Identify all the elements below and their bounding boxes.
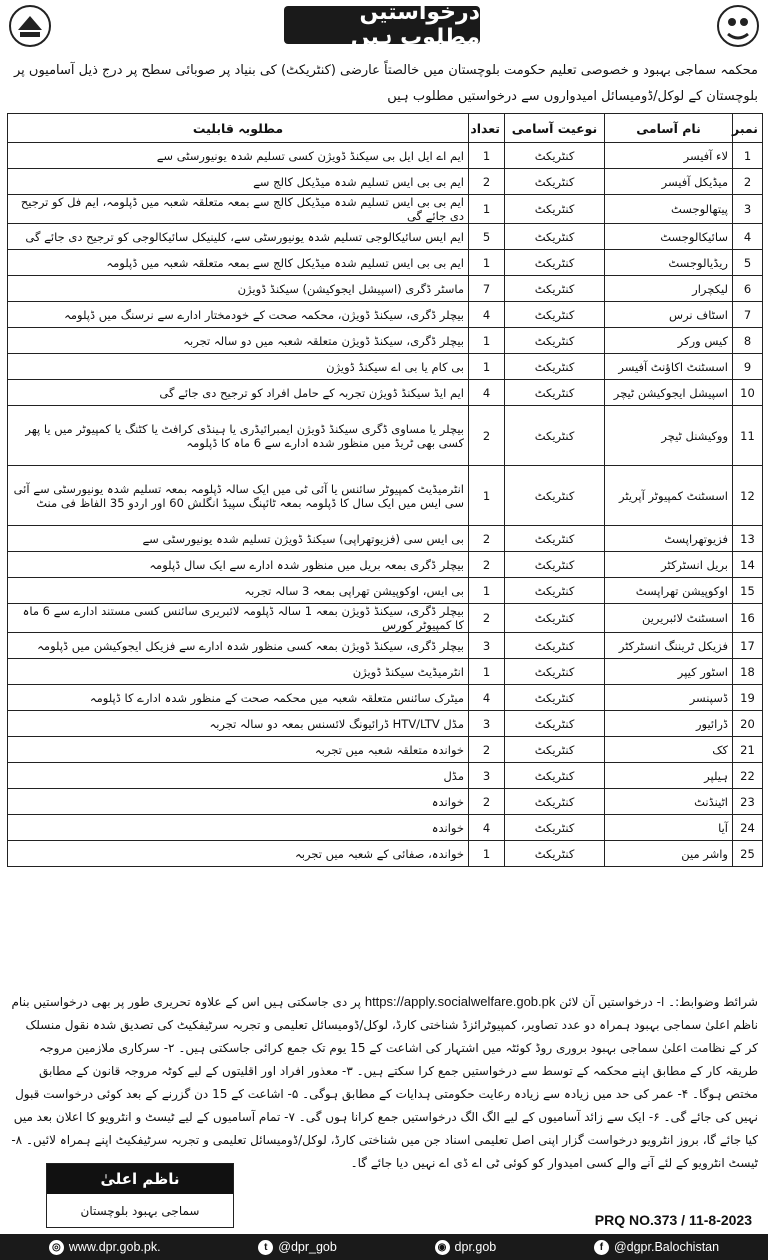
table-row <box>8 143 763 169</box>
footer-facebook[interactable] <box>594 1240 719 1255</box>
row-number: 22 <box>733 763 763 789</box>
row-post-name: آیا <box>605 815 733 841</box>
row-post-name: ہیلپر <box>605 763 733 789</box>
row-post-type: کنٹریکٹ <box>505 169 605 195</box>
row-post-type: کنٹریکٹ <box>505 380 605 406</box>
row-count: 3 <box>469 633 505 659</box>
header-no: نمبر <box>733 114 763 143</box>
table-row <box>8 195 763 224</box>
row-number: 19 <box>733 685 763 711</box>
signature-title: ناظم اعلیٰ <box>47 1164 233 1194</box>
row-post-name: کیس ورکر <box>605 328 733 354</box>
table-row <box>8 763 763 789</box>
row-post-type: کنٹریکٹ <box>505 526 605 552</box>
balochistan-emblem-icon <box>716 4 760 48</box>
row-qualification: بیچلر ڈگری، سیکنڈ ڈویژن، محکمہ صحت کے خودمختار ادارے سے نرسنگ میں ڈپلومہ <box>8 302 469 328</box>
row-number: 1 <box>733 143 763 169</box>
row-qualification: بی ایس، اوکوپیشن تھراپی بمعہ 3 سالہ تجربہ <box>8 578 469 604</box>
row-post-type: کنٹریکٹ <box>505 143 605 169</box>
jobs-table <box>7 113 763 867</box>
row-post-type: کنٹریکٹ <box>505 250 605 276</box>
row-post-type: کنٹریکٹ <box>505 685 605 711</box>
row-qualification: ایم اے ایل ایل بی سیکنڈ ڈویژن کسی تسلیم شدہ یونیورسٹی سے <box>8 143 469 169</box>
terms-part-2: پر دی جاسکتی ہیں اس کے علاوہ تحریری طور پر بھی درخواستیں بنام ناظم اعلیٰ سماجی بہبود ہمراہ دو عدد تصاویر، کمپیوٹرائزڈ شناختی کارڈ، لوکل/ڈومیسائل تعلیمی و تجربہ سرٹیفکیٹ کی تصدیق شدہ نقول منسلک کر کے نظامت اعلیٰ سماجی بہبود بروری روڈ کوئٹہ میں اشتہار کی اشاعت کے 15 یوم تک جمع کرائی جاسکتی ہیں۔ ۲- سرکاری ملازمین مروجہ طریقہ کار کے مطابق اپنے محکمہ کے توسط سے درخواستیں جمع کرا سکتے ہیں۔ ۳- معذور افراد اور اقلیتوں کے لیے کوٹہ مروجہ قانون کے مطابق مختص ہوگا۔ ۴- عمر کی حد میں زیادہ سے زیادہ رعایت حکومتی ہدایات کے مطابق ہوگی۔ ۵- اشاعت کے 15 دن گزرنے کے بعد کوئی درخواست قبول نہیں کی جائے گی۔ ۶- ایک سے زائد آسامیوں کے لیے الگ الگ درخواستیں جمع کرانا ہوں گی۔ ۷- تمام آسامیوں کے لیے ٹیسٹ و انٹرویو کا اعلان بعد میں کیا جائے گا، بروز انٹرویو درخواست گزار اپنی اصل تعلیمی اسناد جن میں شناختی کارڈ، لوکل/ڈومیسائل تعلیمی و تجربہ سرٹیفکیٹ اپنے ہمراہ لائیں۔ ۸- ٹیسٹ انٹرویو کے لئے آنے والے کسی امیدوار کو کوئی ٹی اے ڈی اے نہیں دیا جائے گا۔ <box>11 995 758 1170</box>
globe-icon: ◎ <box>49 1240 64 1255</box>
terms-part-1: شرائط وضوابط:۔ ا- درخواستیں آن لائن <box>559 995 758 1009</box>
row-number: 23 <box>733 789 763 815</box>
row-post-type: کنٹریکٹ <box>505 354 605 380</box>
row-number: 24 <box>733 815 763 841</box>
row-post-name: اسسٹنٹ اکاؤنٹ آفیسر <box>605 354 733 380</box>
row-qualification: بیچلر ڈگری، سیکنڈ ڈویژن متعلقہ شعبہ میں دو سالہ تجربہ <box>8 328 469 354</box>
row-post-type: کنٹریکٹ <box>505 737 605 763</box>
row-post-type: کنٹریکٹ <box>505 711 605 737</box>
header <box>0 0 768 52</box>
row-post-name: اوکوپیشن تھراپسٹ <box>605 578 733 604</box>
row-number: 12 <box>733 466 763 526</box>
row-number: 17 <box>733 633 763 659</box>
row-post-name: میڈیکل آفیسر <box>605 169 733 195</box>
row-qualification: بیچلر ڈگری، سیکنڈ ڈویژن بمعہ کسی منظور شدہ ادارے سے فزیکل ایجوکیشن میں ڈپلومہ <box>8 633 469 659</box>
row-qualification: خواندہ متعلقہ شعبہ میں تجربہ <box>8 737 469 763</box>
footer-facebook-text: @dgpr.Balochistan <box>613 1240 720 1254</box>
row-number: 3 <box>733 195 763 224</box>
row-count: 1 <box>469 466 505 526</box>
row-number: 9 <box>733 354 763 380</box>
table-row <box>8 841 763 867</box>
apply-url-link[interactable]: https://apply.socialwelfare.gob.pk <box>364 994 556 1009</box>
table-row <box>8 276 763 302</box>
footer-website-text: www.dpr.gob.pk. <box>68 1240 161 1254</box>
row-count: 4 <box>469 685 505 711</box>
row-post-type: کنٹریکٹ <box>505 578 605 604</box>
row-qualification: ایم بی بی ایس تسلیم شدہ میڈیکل کالج سے <box>8 169 469 195</box>
government-logo-icon <box>8 4 52 48</box>
row-count: 1 <box>469 841 505 867</box>
header-count: تعداد <box>469 114 505 143</box>
table-row <box>8 552 763 578</box>
row-post-type: کنٹریکٹ <box>505 552 605 578</box>
row-count: 1 <box>469 250 505 276</box>
row-qualification: انٹرمیڈیٹ سیکنڈ ڈویژن <box>8 659 469 685</box>
row-post-name: اٹینڈنٹ <box>605 789 733 815</box>
table-row <box>8 169 763 195</box>
row-count: 2 <box>469 169 505 195</box>
row-qualification: مڈل <box>8 763 469 789</box>
table-row <box>8 633 763 659</box>
row-count: 1 <box>469 328 505 354</box>
row-qualification: بیچلر ڈگری بمعہ بریل میں منظور شدہ ادارے سے ایک سال ڈپلومہ <box>8 552 469 578</box>
row-count: 2 <box>469 737 505 763</box>
row-post-name: اسٹاف نرس <box>605 302 733 328</box>
row-qualification: ایم ایڈ سیکنڈ ڈویژن تجربہ کے حامل افراد کو ترجیح دی جائے گی <box>8 380 469 406</box>
row-count: 1 <box>469 354 505 380</box>
row-post-name: ڈسپنسر <box>605 685 733 711</box>
footer-instagram-text: dpr.gob <box>454 1240 497 1254</box>
row-post-name: واشر مین <box>605 841 733 867</box>
row-post-name: لیکچرار <box>605 276 733 302</box>
row-number: 15 <box>733 578 763 604</box>
row-count: 1 <box>469 143 505 169</box>
row-number: 6 <box>733 276 763 302</box>
row-post-name: بریل انسٹرکٹر <box>605 552 733 578</box>
row-number: 7 <box>733 302 763 328</box>
row-qualification: انٹرمیڈیٹ کمپیوٹر سائنس یا آئی ٹی میں ایک سالہ ڈپلومہ بمعہ تسلیم شدہ یونیورسٹی سے آئی سی ایس میں ایک سال کا ڈپلومہ بمعہ ٹائپنگ سپیڈ انگلش 60 اور اردو 35 الفاظ فی منٹ <box>8 466 469 526</box>
row-qualification: خواندہ <box>8 815 469 841</box>
row-count: 2 <box>469 604 505 633</box>
instagram-icon: ◉ <box>435 1240 450 1255</box>
row-count: 2 <box>469 406 505 466</box>
row-qualification: مڈل HTV/LTV ڈرائیونگ لائسنس بمعہ دو سالہ تجربہ <box>8 711 469 737</box>
table-row <box>8 466 763 526</box>
row-count: 4 <box>469 302 505 328</box>
row-count: 1 <box>469 195 505 224</box>
row-post-type: کنٹریکٹ <box>505 224 605 250</box>
row-count: 2 <box>469 552 505 578</box>
table-row <box>8 224 763 250</box>
row-post-name: اسسٹنٹ لائبریرین <box>605 604 733 633</box>
row-qualification: بی ایس سی (فزیوتھراپی) سیکنڈ ڈویژن تسلیم شدہ یونیورسٹی سے <box>8 526 469 552</box>
row-post-type: کنٹریکٹ <box>505 659 605 685</box>
footer-twitter[interactable] <box>258 1240 337 1255</box>
row-qualification: ایم بی بی ایس تسلیم شدہ میڈیکل کالج سے بمعہ متعلقہ شعبہ میں ڈپلومہ، ایم فل کو ترجیح دی جائے گی <box>8 195 469 224</box>
row-number: 4 <box>733 224 763 250</box>
row-post-name: ووکیشنل ٹیچر <box>605 406 733 466</box>
row-post-type: کنٹریکٹ <box>505 815 605 841</box>
row-number: 13 <box>733 526 763 552</box>
row-post-name: کک <box>605 737 733 763</box>
row-number: 10 <box>733 380 763 406</box>
page-title: درخواستیں مطلوب ہیں <box>284 6 480 44</box>
row-post-type: کنٹریکٹ <box>505 789 605 815</box>
footer-website[interactable] <box>49 1240 161 1255</box>
row-number: 2 <box>733 169 763 195</box>
row-qualification: بی کام یا بی اے سیکنڈ ڈویژن <box>8 354 469 380</box>
table-row <box>8 578 763 604</box>
header-post: نام آسامی <box>605 114 733 143</box>
row-post-type: کنٹریکٹ <box>505 328 605 354</box>
row-post-name: پیتھالوجسٹ <box>605 195 733 224</box>
row-number: 14 <box>733 552 763 578</box>
row-number: 11 <box>733 406 763 466</box>
table-row <box>8 354 763 380</box>
row-qualification: میٹرک سائنس متعلقہ شعبہ میں محکمہ صحت کے منظور شدہ ادارے کا ڈپلومہ <box>8 685 469 711</box>
row-number: 5 <box>733 250 763 276</box>
row-qualification: ایم بی بی ایس تسلیم شدہ میڈیکل کالج سے بمعہ متعلقہ شعبہ میں ڈپلومہ <box>8 250 469 276</box>
row-number: 25 <box>733 841 763 867</box>
row-count: 1 <box>469 659 505 685</box>
row-qualification: ایم ایس سائیکالوجی تسلیم شدہ یونیورسٹی سے، کلینیکل سائیکالوجی کو ترجیح دی جائے گی <box>8 224 469 250</box>
row-post-type: کنٹریکٹ <box>505 406 605 466</box>
row-qualification: خواندہ، صفائی کے شعبہ میں تجربہ <box>8 841 469 867</box>
header-type: نوعیت آسامی <box>505 114 605 143</box>
signature-block <box>46 1163 234 1228</box>
table-row <box>8 815 763 841</box>
row-number: 18 <box>733 659 763 685</box>
row-qualification: ماسٹر ڈگری (اسپیشل ایجوکیشن) سیکنڈ ڈویژن <box>8 276 469 302</box>
table-row <box>8 604 763 633</box>
row-count: 1 <box>469 578 505 604</box>
row-post-type: کنٹریکٹ <box>505 302 605 328</box>
table-row <box>8 406 763 466</box>
row-post-type: کنٹریکٹ <box>505 276 605 302</box>
row-count: 4 <box>469 380 505 406</box>
footer-instagram[interactable] <box>435 1240 497 1255</box>
table-row <box>8 711 763 737</box>
row-post-type: کنٹریکٹ <box>505 841 605 867</box>
row-post-name: اسٹور کیپر <box>605 659 733 685</box>
row-qualification: بیچلر ڈگری، سیکنڈ ڈویژن بمعہ 1 سالہ ڈپلومہ لائبریری سائنس کسی مستند ادارے سے 6 ماہ کا کمپیوٹر کورس <box>8 604 469 633</box>
row-number: 20 <box>733 711 763 737</box>
table-row <box>8 302 763 328</box>
row-post-type: کنٹریکٹ <box>505 633 605 659</box>
row-number: 8 <box>733 328 763 354</box>
table-row <box>8 250 763 276</box>
row-qualification: بیچلر یا مساوی ڈگری سیکنڈ ڈویژن ایمبرائیڈری یا ہینڈی کرافٹ یا کٹنگ یا کمپیوٹر میں یا پھر کسی بھی ٹریڈ میں منظور شدہ ادارے سے 6 ماہ کا ڈپلومہ <box>8 406 469 466</box>
prq-number: PRQ NO.373 / 11-8-2023 <box>594 1212 752 1228</box>
row-post-name: ریڈیالوجسٹ <box>605 250 733 276</box>
table-row <box>8 685 763 711</box>
row-count: 2 <box>469 526 505 552</box>
table-row <box>8 659 763 685</box>
row-number: 21 <box>733 737 763 763</box>
facebook-icon: f <box>594 1240 609 1255</box>
row-post-type: کنٹریکٹ <box>505 763 605 789</box>
table-row <box>8 328 763 354</box>
table-row <box>8 737 763 763</box>
row-post-name: اسسٹنٹ کمپیوٹر آپریٹر <box>605 466 733 526</box>
terms-and-conditions <box>10 990 758 1170</box>
table-row <box>8 380 763 406</box>
row-post-type: کنٹریکٹ <box>505 466 605 526</box>
row-post-name: ڈرائیور <box>605 711 733 737</box>
row-count: 3 <box>469 763 505 789</box>
row-count: 5 <box>469 224 505 250</box>
row-post-name: سائیکالوجسٹ <box>605 224 733 250</box>
row-post-name: لاء آفیسر <box>605 143 733 169</box>
footer-twitter-text: @dpr_gob <box>278 1240 337 1254</box>
table-row <box>8 789 763 815</box>
row-post-type: کنٹریکٹ <box>505 195 605 224</box>
row-count: 7 <box>469 276 505 302</box>
table-header-row <box>8 114 763 143</box>
row-post-type: کنٹریکٹ <box>505 604 605 633</box>
twitter-icon: t <box>258 1240 273 1255</box>
intro-text: محکمہ سماجی بہبود و خصوصی تعلیم حکومت بلوچستان میں خالصتاً عارضی (کنٹریکٹ) کی بنیاد پر صوبائی سطح پر درج ذیل آسامیوں پر بلوچستان کے لوکل/ڈومیسائل امیدواروں سے درخواستیں مطلوب ہیں <box>13 63 758 104</box>
footer-bar <box>0 1234 768 1260</box>
row-post-name: اسپیشل ایجوکیشن ٹیچر <box>605 380 733 406</box>
row-qualification: خواندہ <box>8 789 469 815</box>
header-qualification: مطلوبہ قابلیت <box>8 114 469 143</box>
row-count: 2 <box>469 789 505 815</box>
row-number: 16 <box>733 604 763 633</box>
row-count: 3 <box>469 711 505 737</box>
row-post-name: فزیکل ٹریننگ انسٹرکٹر <box>605 633 733 659</box>
row-post-name: فزیوتھراپسٹ <box>605 526 733 552</box>
row-count: 4 <box>469 815 505 841</box>
table-row <box>8 526 763 552</box>
signature-subtitle: سماجی بہبود بلوچستان <box>80 1203 200 1218</box>
